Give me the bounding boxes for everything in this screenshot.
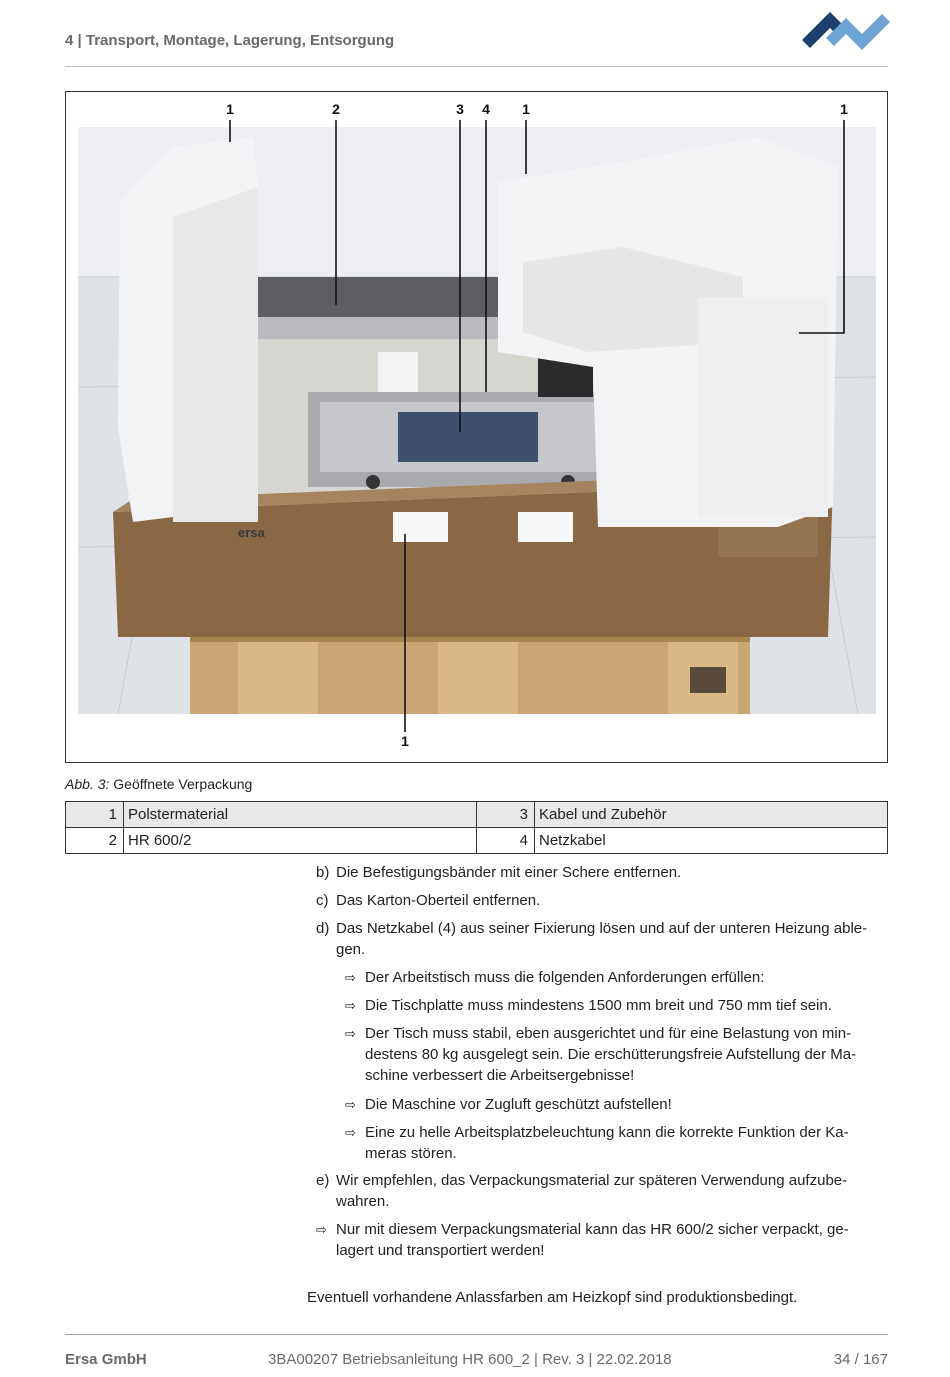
step-line: gen. bbox=[336, 941, 366, 958]
callout-number: 1 bbox=[401, 733, 409, 749]
result-item bbox=[345, 995, 832, 1016]
step-line: Die Maschine vor Zugluft geschützt aufstellen! bbox=[365, 1096, 672, 1113]
figure-frame bbox=[65, 91, 888, 763]
legend-text: Netzkabel bbox=[535, 828, 888, 854]
footer-company: Ersa GmbH bbox=[65, 1351, 147, 1368]
step-line: Die Befestigungsbänder mit einer Schere entfernen. bbox=[336, 864, 682, 881]
callout-number: 1 bbox=[840, 101, 848, 117]
callout-number: 1 bbox=[522, 101, 530, 117]
result-item bbox=[345, 967, 765, 988]
step-line: Nur mit diesem Verpackungsmaterial kann das HR 600/2 sicher verpackt, ge- bbox=[336, 1221, 849, 1238]
step-marker: d) bbox=[316, 920, 330, 937]
result-item bbox=[345, 1094, 672, 1115]
step-line: Wir empfehlen, das Verpackungsmaterial zur späteren Verwendung aufzube- bbox=[336, 1172, 848, 1189]
step-line: Das Karton-Oberteil entfernen. bbox=[336, 892, 541, 909]
step-line: schine verbessert die Arbeitsergebnisse! bbox=[365, 1067, 635, 1084]
legend-number: 1 bbox=[66, 802, 124, 828]
step-e bbox=[316, 1170, 848, 1212]
figure-caption bbox=[65, 776, 252, 792]
footer-document: 3BA00207 Betriebsanleitung HR 600_2 | Rev. 3 | 22.02.2018 bbox=[268, 1351, 672, 1368]
legend-number: 3 bbox=[477, 802, 535, 828]
step-line: Der Tisch muss stabil, eben ausgerichtet und für eine Belastung von min- bbox=[365, 1025, 852, 1042]
ersa-logo bbox=[802, 2, 890, 56]
step-marker: c) bbox=[316, 892, 329, 909]
legend-number: 2 bbox=[66, 828, 124, 854]
caption-label: Abb. 3: bbox=[65, 776, 110, 792]
step-line: destens 80 kg ausgelegt sein. Die erschütterungsfreie Aufstellung der Ma- bbox=[365, 1046, 857, 1063]
result-arrow-icon: ⇨ bbox=[345, 998, 356, 1013]
step-line: Die Tischplatte muss mindestens 1500 mm breit und 750 mm tief sein. bbox=[365, 997, 832, 1014]
legend-text: Polstermaterial bbox=[124, 802, 477, 828]
step-line: Eine zu helle Arbeitsplatzbeleuchtung kann die korrekte Funktion der Ka- bbox=[365, 1124, 849, 1141]
legend-number: 4 bbox=[477, 828, 535, 854]
opened-packaging-photo bbox=[78, 127, 876, 714]
step-line: Der Arbeitstisch muss die folgenden Anforderungen erfüllen: bbox=[365, 969, 765, 986]
machine-brand-label: ersa bbox=[238, 525, 265, 540]
result-item bbox=[316, 1219, 849, 1261]
result-arrow-icon: ⇨ bbox=[345, 1097, 356, 1112]
callout-number: 1 bbox=[226, 101, 234, 117]
step-line: Das Netzkabel (4) aus seiner Fixierung lösen und auf der unteren Heizung able- bbox=[336, 920, 868, 937]
callout-number: 3 bbox=[456, 101, 464, 117]
callout-number: 2 bbox=[332, 101, 340, 117]
step-b bbox=[316, 862, 682, 883]
step-marker: b) bbox=[316, 864, 330, 881]
step-line: lagert und transportiert werden! bbox=[336, 1242, 545, 1259]
step-marker: e) bbox=[316, 1172, 330, 1189]
note-text: Eventuell vorhandene Anlassfarben am Heizkopf sind produktionsbedingt. bbox=[307, 1289, 798, 1306]
header-rule bbox=[65, 66, 888, 67]
footer-rule bbox=[65, 1334, 888, 1335]
result-arrow-icon: ⇨ bbox=[345, 1125, 356, 1140]
step-d bbox=[316, 918, 868, 960]
result-item bbox=[345, 1122, 849, 1164]
step-c bbox=[316, 890, 541, 911]
table-row bbox=[66, 828, 888, 854]
result-arrow-icon: ⇨ bbox=[345, 970, 356, 985]
result-item bbox=[345, 1023, 857, 1086]
step-line: meras stören. bbox=[365, 1145, 457, 1162]
legend-table bbox=[65, 801, 888, 854]
footer-page-number: 34 / 167 bbox=[833, 1351, 888, 1368]
callout-number: 4 bbox=[482, 101, 490, 117]
table-row bbox=[66, 802, 888, 828]
result-arrow-icon: ⇨ bbox=[345, 1026, 356, 1041]
step-line: wahren. bbox=[336, 1193, 390, 1210]
legend-text: HR 600/2 bbox=[124, 828, 477, 854]
result-arrow-icon: ⇨ bbox=[316, 1222, 327, 1237]
page-header-title: 4 | Transport, Montage, Lagerung, Entsorgung bbox=[65, 32, 395, 49]
legend-text: Kabel und Zubehör bbox=[535, 802, 888, 828]
caption-text: Geöffnete Verpackung bbox=[109, 776, 253, 792]
